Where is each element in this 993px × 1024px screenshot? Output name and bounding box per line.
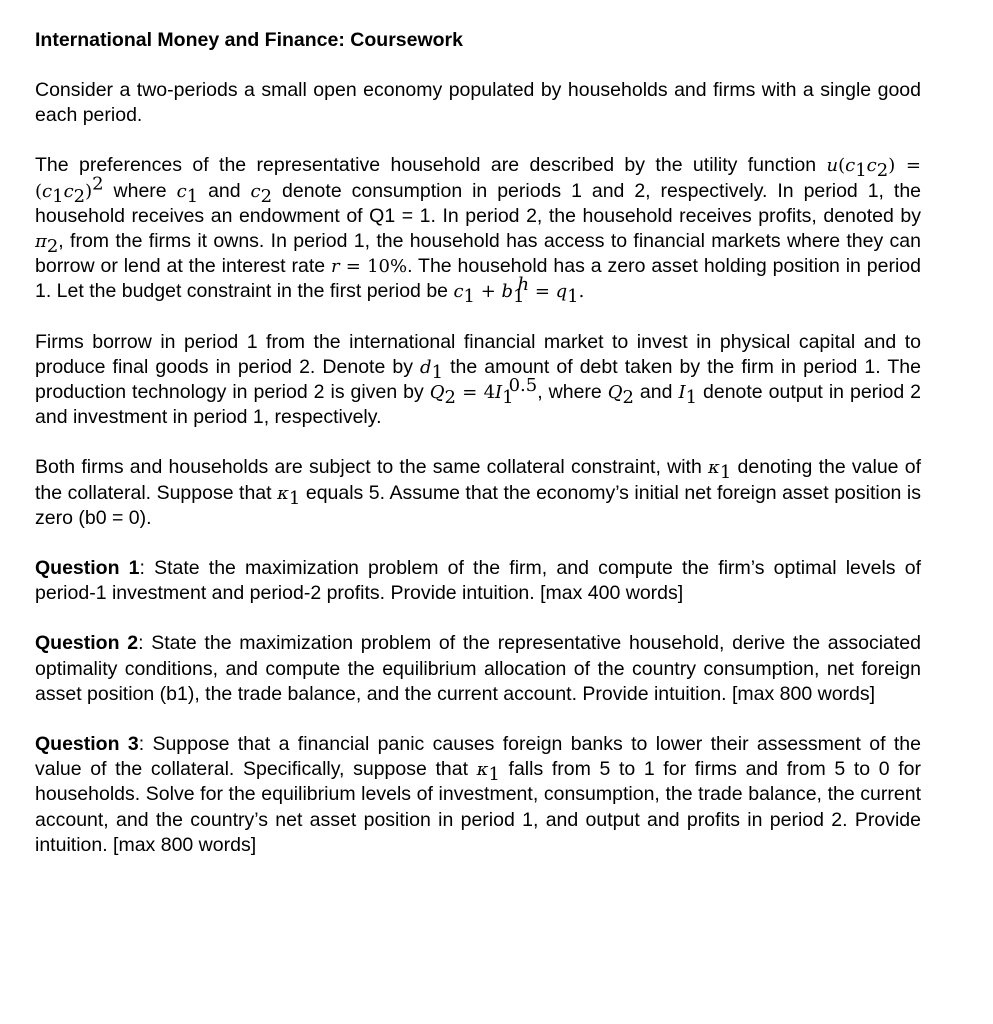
question-2-label: Question 2 [35, 632, 139, 655]
firms-paragraph: Firms borrow in period 1 from the international financial market to invest in physical capital and to produce final goods in period 2. Denote by $d_1$ the amount of debt taken by the firm in period 1. The production technology in period 2 is given by $Q_2 = 4I_1^{0.5}$, where $Q_2$ and $I_1$ denote output in period 2 and investment in period 1, respectively. [35, 330, 921, 429]
c2-symbol: c [250, 180, 261, 202]
budget-constraint-formula: c [453, 281, 464, 303]
pi2-symbol: π [35, 231, 47, 253]
kappa1-symbol: κ [708, 457, 720, 479]
question-2 [35, 631, 921, 707]
household-text-5: , from the firms it owns. In period 1, the household has access to financial markets where they can borrow or lend at the interest rate [35, 230, 921, 278]
q2-symbol: Q [607, 382, 623, 404]
household-text-1: The preferences of the representative household are described by the utility function [35, 154, 827, 177]
collateral-text-3: equals 5. Assume that the economy’s initial net foreign asset position is zero (b0 = 0). [35, 481, 921, 529]
firms-text-2: the amount of debt taken by the firm in period 1. The production technology in period 2 is given by [35, 355, 921, 404]
utility-function-formula: u [826, 155, 839, 177]
d1-symbol: d [420, 356, 432, 378]
question-1-text: : State the maximization problem of the firm, and compute the firm’s optimal levels of period-1 investment and period-2 profits. Provide intuition. [max 400 words] [35, 557, 921, 605]
household-text-2: where [103, 179, 177, 202]
question-1-label: Question 1 [35, 557, 140, 580]
kappa1-symbol: κ [277, 482, 289, 504]
household-paragraph: The preferences of the representative household are described by the utility function $u(c_1c_2) = (c_1c_2)^2$ where $c_1$ and $c_2$ denote consumption in periods 1 and 2, respectively. In period 1, the household receives an endowment of Q1 = 1. In period 2, the household receives profits, denoted by $\pi_2$, from the firms it owns. In period 1, the household has access to financial markets where they can borrow or lend at the interest rate r = 10%. The household has a zero asset holding position in period 1. Let the budget constraint in the first period be $c_1 + b_1^h = q_1$. [35, 154, 922, 308]
collateral-text-1: Both firms and households are subject to the same collateral constraint, with [35, 456, 709, 479]
i1-symbol: I [678, 382, 686, 404]
question-2-text: : State the maximization problem of the representative household, derive the associated optimality conditions, and compute the equilibrium allocation of the country consumption, net foreign asset position (b1), the trade balance, and the current account. Provide intuition. [max 800 words] [35, 632, 921, 705]
household-text-3: and [198, 179, 251, 202]
question-3-text-2: falls from 5 to 1 for firms and from 5 to 0 for households. Solve for the equilibrium levels of investment, consumption, the trade balance, the current account, and the country’s net asset position in period 1, and output and profits in period 2. Provide intuition. [max 800 words] [35, 758, 921, 856]
question-3-text-1: : Suppose that a financial panic causes foreign banks to lower their assessment of the value of the collateral. Specifically, suppose that [35, 733, 921, 781]
firms-text-3: , where [537, 381, 608, 404]
coursework-document [35, 27, 921, 883]
question-3: Question 3: Suppose that a financial panic causes foreign banks to lower their assessment of the value of the collateral. Specifically, suppose that $\kappa_1$ falls from 5 to 1 for firms and from 5 to 0 for households. Solve for the equilibrium levels of investment, consumption, the trade balance, the current account, and the country’s net asset position in period 1, and output and profits in period 2. Provide intuition. [max 800 words] [35, 733, 921, 856]
kappa1-symbol: κ [476, 759, 489, 781]
collateral-paragraph: Both firms and households are subject to the same collateral constraint, with $\kappa_1$ denoting the value of the collateral. Suppose that $\kappa_1$ equals 5. Assume that the economy’s initial net foreign asset position is zero (b0 = 0). [35, 456, 922, 529]
firms-text-1: Firms borrow in period 1 from the international financial market to invest in physical capital and to produce final goods in period 2. Denote by [35, 330, 921, 378]
production-function-formula: Q [429, 382, 445, 404]
firms-text-5: denote output in period 2 and investment in period 1, respectively. [35, 381, 921, 429]
question-3-label: Question 3 [35, 733, 139, 756]
c1-symbol: c [176, 180, 187, 202]
interest-rate-formula: r [330, 256, 340, 278]
collateral-text-2: denoting the value of the collateral. Suppose that [35, 456, 922, 504]
household-text-6: . The household has a zero asset holding position in period 1. Let the budget constraint in the first period be [35, 255, 921, 303]
intro-paragraph: Consider a two-periods a small open economy populated by households and firms with a single good each period. [35, 79, 921, 127]
household-text-4: denote consumption in periods 1 and 2, respectively. In period 1, the household receives an endowment of Q1 = 1. In period 2, the household receives profits, denoted by [35, 179, 922, 227]
firms-text-4: and [633, 381, 679, 404]
question-1 [35, 556, 921, 606]
document-title: International Money and Finance: Coursework [35, 29, 463, 51]
